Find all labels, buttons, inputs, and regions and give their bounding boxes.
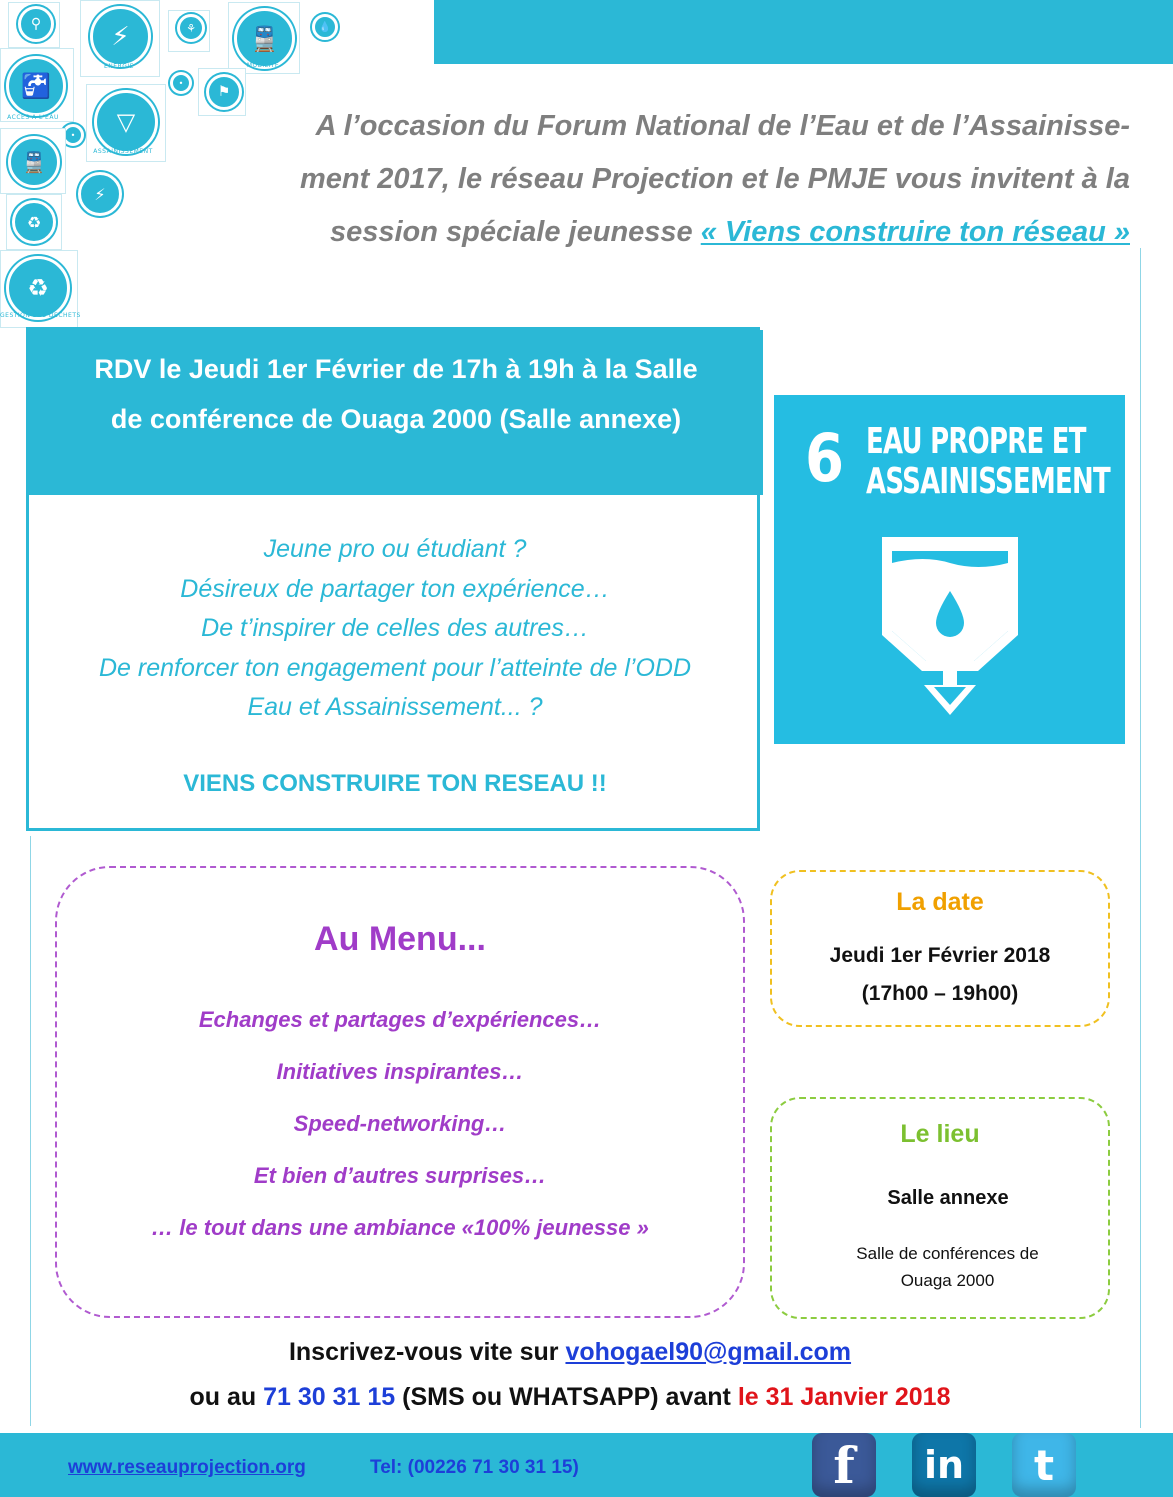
rdv-question: Eau et Assainissement... ? bbox=[247, 693, 543, 721]
sdg-title bbox=[866, 422, 1110, 502]
footer-phone: Tel: (00226 71 30 31 15) bbox=[370, 1457, 579, 1478]
place-title: Le lieu bbox=[900, 1120, 980, 1148]
place-address-line-1: Salle de conférences de bbox=[856, 1244, 1039, 1263]
mobility-icon-label: MOBILITE bbox=[246, 62, 280, 69]
hygiene-icon: ⚲ bbox=[18, 6, 54, 42]
menu-item: Initiatives inspirantes… bbox=[276, 1059, 524, 1084]
sanitation-icon-label: ASSAINISSEMENT bbox=[93, 148, 153, 155]
waste-icon: ♻ bbox=[6, 256, 70, 320]
mobility-icon-2: 🚆 bbox=[8, 136, 60, 188]
rdv-line-1: RDV le Jeudi 1er Février de 17h à 19h à la Salle bbox=[94, 354, 698, 384]
energy-icon-label: ENERGIE bbox=[104, 63, 134, 70]
date-title: La date bbox=[896, 888, 984, 916]
registration-line-1 bbox=[0, 1338, 1140, 1367]
rdv-question: De renforcer ton engagement pour l’atteinte de l’ODD bbox=[99, 653, 691, 682]
registration-line-2 bbox=[0, 1383, 1140, 1412]
mobility-icon: 🚆 bbox=[234, 8, 295, 69]
menu-item: … le tout dans une ambiance «100% jeunesse » bbox=[151, 1215, 649, 1240]
facebook-icon[interactable] bbox=[812, 1433, 876, 1497]
rdv-questions bbox=[30, 530, 760, 728]
place-address bbox=[790, 1240, 1105, 1294]
rdv-header bbox=[29, 330, 763, 495]
sdg-title-line-1: EAU PROPRE ET bbox=[866, 421, 1086, 462]
waste-icon-label: GESTION DES DECHETS bbox=[0, 312, 81, 319]
email-link[interactable]: vohogael90@gmail.com bbox=[565, 1338, 852, 1366]
registration-prefix: Inscrivez-vous vite sur bbox=[288, 1338, 566, 1366]
top-banner-bar bbox=[434, 0, 1173, 64]
intro-line-3 bbox=[240, 206, 1130, 259]
small-drop-icon: 💧 bbox=[312, 14, 338, 40]
energy-icon: ⚡ bbox=[90, 6, 151, 67]
intro-paragraph bbox=[240, 100, 1130, 259]
right-divider-line bbox=[1140, 248, 1141, 1428]
rdv-question: Jeune pro ou étudiant ? bbox=[263, 535, 527, 563]
event-title-link[interactable]: « Viens construire ton réseau » bbox=[700, 216, 1130, 248]
water-access-icon-label: ACCES A L'EAU bbox=[7, 114, 59, 121]
small-icon-4: • bbox=[62, 124, 84, 146]
place-room: Salle annexe bbox=[887, 1187, 1009, 1209]
linkedin-icon[interactable] bbox=[912, 1433, 976, 1497]
intro-line-3-text: session spéciale jeunesse bbox=[329, 216, 701, 248]
menu-title: Au Menu... bbox=[314, 920, 486, 958]
linkedin-glyph: in bbox=[923, 1443, 965, 1487]
registration-deadline: le 31 Janvier 2018 bbox=[737, 1383, 951, 1411]
website-link[interactable]: www.reseauprojection.org bbox=[68, 1457, 306, 1478]
registration-channel: (SMS ou WHATSAPP) avant bbox=[395, 1383, 738, 1411]
rdv-question: Désireux de partager ton expérience… bbox=[180, 574, 610, 603]
water-access-icon: 🚰 bbox=[6, 56, 66, 116]
menu-item: Et bien d’autres surprises… bbox=[253, 1163, 547, 1188]
twitter-glyph: t bbox=[1033, 1440, 1055, 1490]
twitter-icon[interactable] bbox=[1012, 1433, 1076, 1497]
small-icon-2: • bbox=[170, 72, 192, 94]
phone-number: 71 30 31 15 bbox=[263, 1383, 396, 1411]
small-icon-1: ⚘ bbox=[177, 14, 205, 42]
facebook-glyph: f bbox=[833, 1435, 855, 1495]
sdg-number: 6 bbox=[805, 420, 845, 497]
intro-line-2: ment 2017, le réseau Projection et le PMJE vous invitent à la bbox=[299, 163, 1130, 195]
rdv-question: De t’inspirer de celles des autres… bbox=[201, 614, 589, 642]
place-address-line-2: Ouaga 2000 bbox=[900, 1271, 995, 1290]
small-icon-3: ⚑ bbox=[206, 74, 242, 110]
time-value: (17h00 – 19h00) bbox=[861, 982, 1019, 1005]
date-value: Jeudi 1er Février 2018 bbox=[829, 944, 1051, 967]
registration-or: ou au bbox=[189, 1383, 264, 1411]
sanitation-icon: ▽ bbox=[94, 90, 158, 154]
energy-icon-2: ⚡ bbox=[78, 172, 122, 216]
menu-item: Echanges et partages d’expériences… bbox=[198, 1007, 602, 1032]
sdg-title-line-2: ASSAINISSEMENT bbox=[866, 461, 1110, 502]
rdv-line-2: de conférence de Ouaga 2000 (Salle annexe) bbox=[110, 404, 682, 434]
menu-item: Speed-networking… bbox=[293, 1111, 507, 1136]
waste-icon-small: ♻ bbox=[12, 200, 56, 244]
menu-list bbox=[55, 1003, 745, 1263]
rdv-call-to-action: VIENS CONSTRUIRE TON RESEAU !! bbox=[183, 770, 607, 797]
intro-line-1: A l’occasion du Forum National de l’Eau et de l’Assainisse- bbox=[315, 110, 1130, 142]
